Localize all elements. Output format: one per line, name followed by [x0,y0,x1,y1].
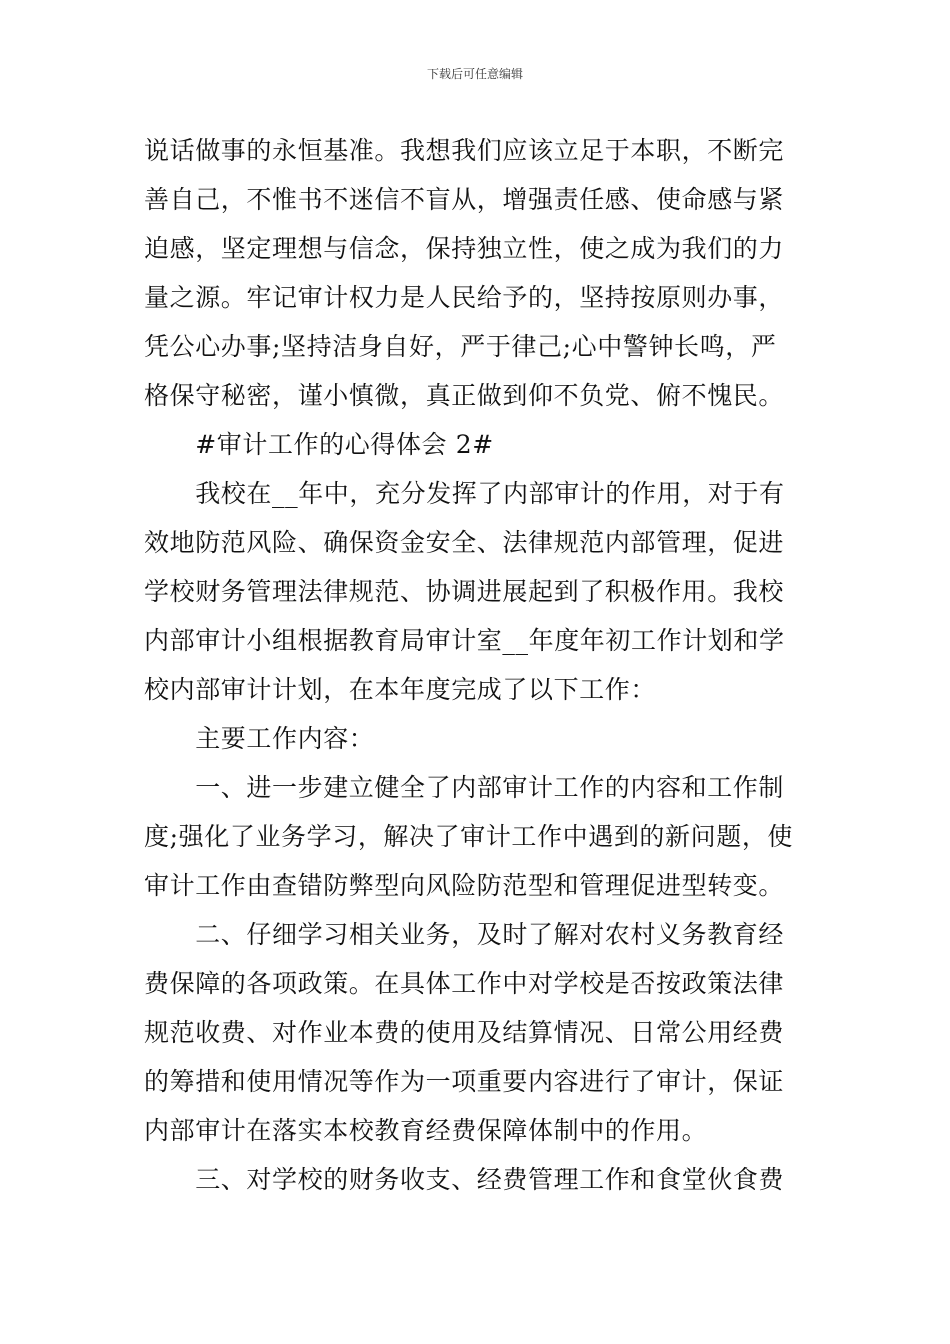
document-body [144,126,808,1204]
text-line: 善自己，不惟书不迷信不盲从，增强责任感、使命感与紧 [144,185,785,214]
text-line: 量之源。牢记审计权力是人民给予的，坚持按原则办事， [144,283,785,312]
text-line: 费保障的各项政策。在具体工作中对学校是否按政策法律 [144,969,785,998]
page-header-note: 下载后可任意编辑 [426,67,523,81]
text-line: 三、对学校的财务收支、经费管理工作和食堂伙食费 [144,1165,785,1194]
text-line: 二、仔细学习相关业务，及时了解对农村义务教育经 [144,920,785,949]
subheading: 主要工作内容： [144,724,375,753]
text-line: 规范收费、对作业本费的使用及结算情况、日常公用经费 [144,1018,785,1047]
text-line: 说话做事的永恒基准。我想我们应该立足于本职，不断完 [144,136,785,165]
text-line: 校内部审计计划，在本年度完成了以下工作： [144,675,657,704]
text-line: 内部审计在落实本校教育经费保障体制中的作用。 [144,1116,708,1145]
text-line: 效地防范风险、确保资金安全、法律规范内部管理，促进 [144,528,785,557]
text-line: 学校财务管理法律规范、协调进展起到了积极作用。我校 [144,577,785,606]
text-line: 我校在__年中，充分发挥了内部审计的作用，对于有 [144,479,785,508]
text-line: 度;强化了业务学习，解决了审计工作中遇到的新问题，使 [144,822,794,851]
text-line: 格保守秘密，谨小慎微，真正做到仰不负党、俯不愧民。 [144,381,785,410]
text-line: 凭公心办事;坚持洁身自好，严于律己;心中警钟长鸣，严 [144,332,777,361]
text-line: 一、进一步建立健全了内部审计工作的内容和工作制 [144,773,785,802]
text-line: 审计工作由查错防弊型向风险防范型和管理促进型转变。 [144,871,785,900]
text-line: 内部审计小组根据教育局审计室__年度年初工作计划和学 [144,626,785,655]
text-line: 的筹措和使用情况等作为一项重要内容进行了审计，保证 [144,1067,785,1096]
section-heading: #审计工作的心得体会 2# [144,430,494,459]
text-line: 迫感，坚定理想与信念，保持独立性，使之成为我们的力 [144,234,785,263]
